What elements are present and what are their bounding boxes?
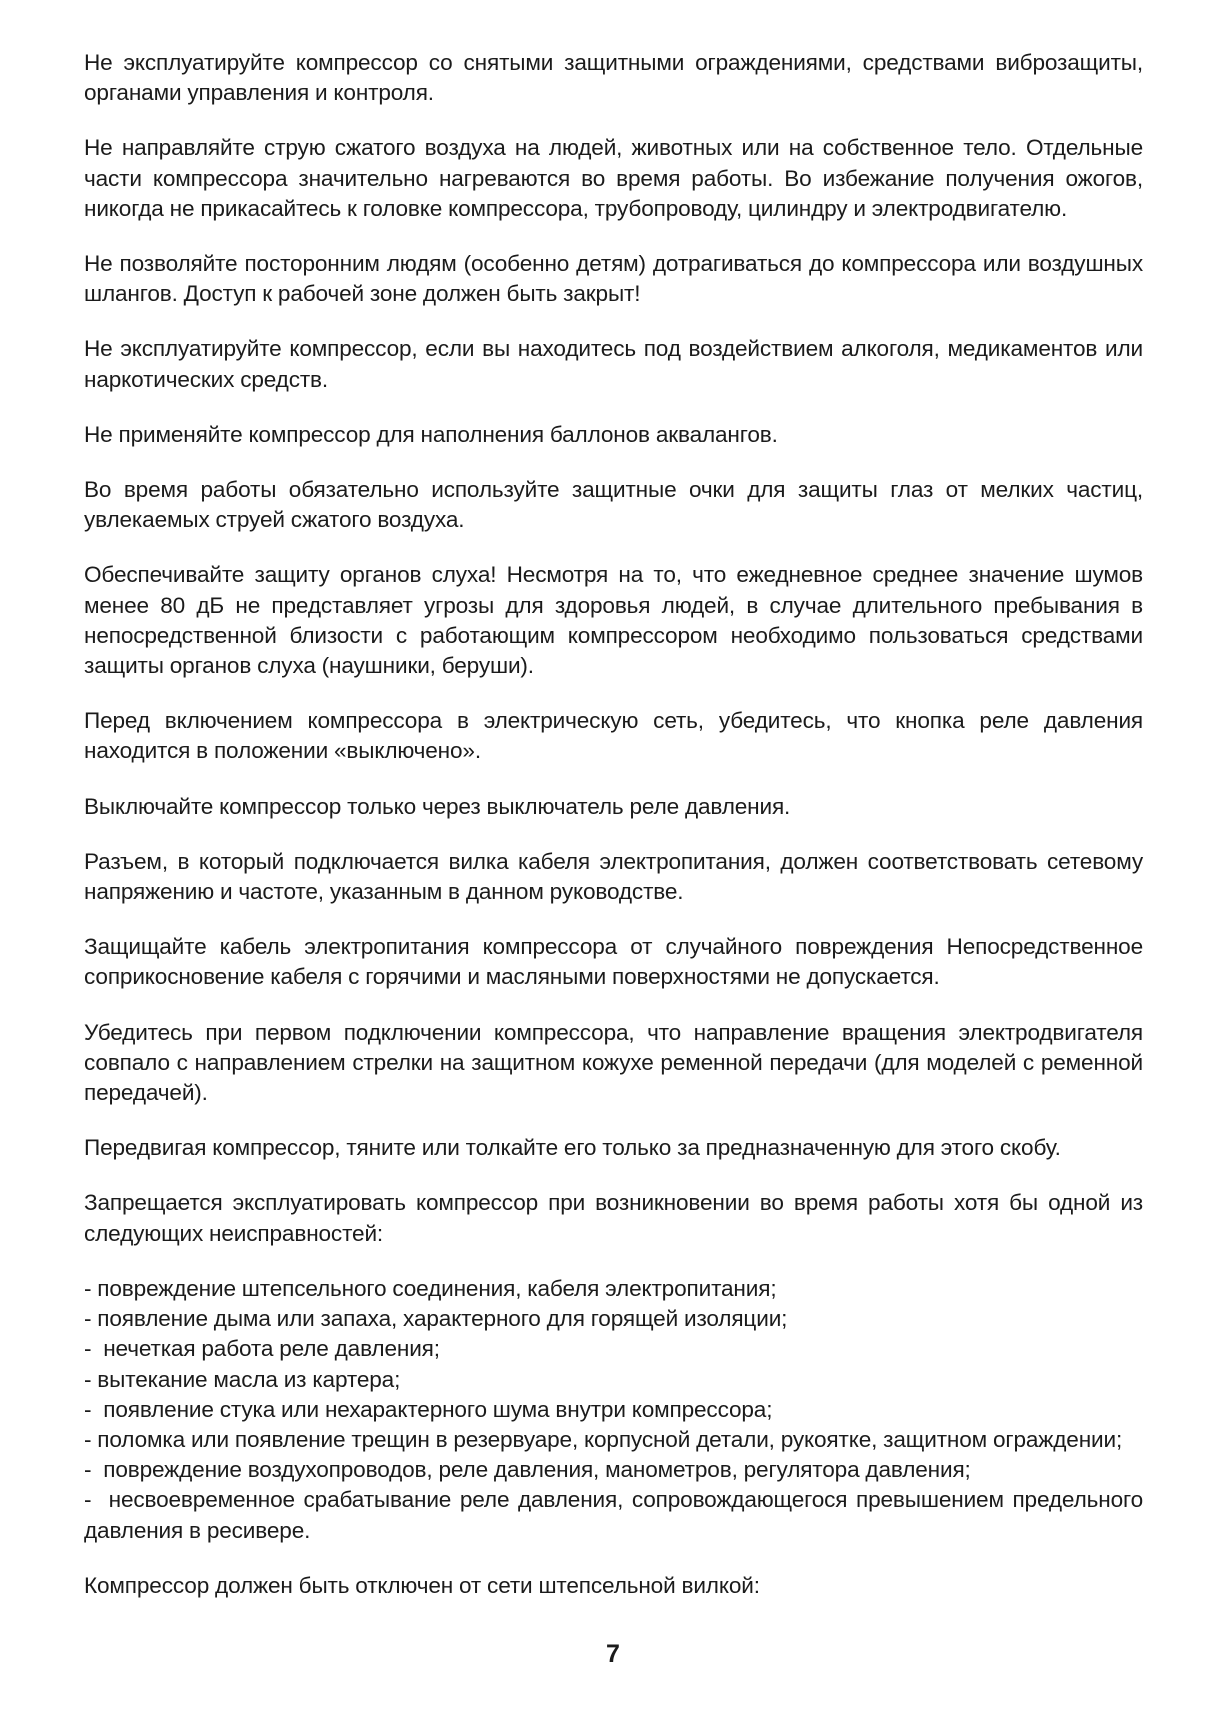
paragraph-6: Во время работы обязательно используйте защитные очки для защиты глаз от мелких частиц, увлекаемых струей сжатого воздуха.: [84, 477, 1143, 533]
paragraph-12: Убедитесь при первом подключении компрессора, что направление вращения электродвигателя совпало с направлением стрелки на защитном кожухе ременной передачи (для моделей с ременной передачей).: [84, 1019, 1143, 1106]
list-item: - нечеткая работа реле давления;: [84, 1336, 440, 1362]
paragraph-9: Выключайте компрессор только через выключатель реле давления.: [84, 793, 791, 819]
paragraph-10: Разъем, в который подключается вилка кабеля электропитания, должен соответствовать сетевому напряжению и частоте, указанным в данном руководстве.: [84, 848, 1143, 905]
paragraph-14-fault-intro: Запрещается эксплуатировать компрессор при возникновении во время работы хотя бы одной из следующих неисправностей:: [84, 1190, 1143, 1246]
page-number: 7: [606, 1640, 620, 1668]
paragraph-13: Передвигая компрессор, тяните или толкайте его только за предназначенную для этого скобу.: [84, 1135, 1061, 1161]
paragraph-7: Обеспечивайте защиту органов слуха! Несмотря на то, что ежедневное среднее значение шумов менее 80 дБ не представляет угрозы для здоровья людей, в случае длительного пребывания в непосредственной близости с работающим компрессором необходимо пользоваться средствами защиты органов слуха (наушники, беруши).: [84, 562, 1143, 679]
paragraph-3: Не позволяйте посторонним людям (особенно детям) дотрагиваться до компрессора или воздушных шлангов. Доступ к рабочей зоне должен быть закрыт!: [84, 251, 1143, 307]
paragraph-2: Не направляйте струю сжатого воздуха на людей, животных или на собственное тело. Отдельные части компрессора значительно нагреваются во время работы. Во избежание получения ожогов, никогда не прикасайтесь к головке компрессора, трубопроводу, цилиндру и электродвигателю.: [84, 135, 1143, 221]
list-item: - несвоевременное срабатывание реле давления, сопровождающегося превышением предельного давления в ресивере.: [84, 1487, 1149, 1543]
paragraph-5: Не применяйте компрессор для наполнения баллонов аквалангов.: [84, 421, 778, 447]
list-item: - повреждение штепсельного соединения, кабеля электропитания;: [84, 1275, 777, 1301]
paragraph-1: Не эксплуатируйте компрессор со снятыми защитными ограждениями, средствами виброзащиты, органами управления и контроля.: [84, 50, 1143, 106]
list-item: - появление дыма или запаха, характерного для горящей изоляции;: [84, 1306, 788, 1332]
list-item: - появление стука или нехарактерного шума внутри компрессора;: [84, 1396, 773, 1422]
list-item: - вытекание масла из картера;: [84, 1366, 401, 1392]
list-item: - поломка или появление трещин в резервуаре, корпусной детали, рукоятке, защитном ограждении;: [84, 1426, 1123, 1452]
paragraph-11: Защищайте кабель электропитания компрессора от случайного повреждения Непосредственное соприкосновение кабеля с горячими и масляными поверхностями не допускается.: [84, 934, 1143, 990]
paragraph-8: Перед включением компрессора в электрическую сеть, убедитесь, что кнопка реле давления находится в положении «выключено».: [84, 708, 1143, 764]
document-body: [84, 48, 1149, 1626]
paragraph-4: Не эксплуатируйте компрессор, если вы находитесь под воздействием алкоголя, медикаментов или наркотических средств.: [84, 336, 1143, 392]
list-item: - повреждение воздухопроводов, реле давления, манометров, регулятора давления;: [84, 1457, 971, 1483]
paragraph-15-closing: Компрессор должен быть отключен от сети штепсельной вилкой:: [84, 1572, 760, 1598]
fault-list: [84, 1274, 1149, 1546]
